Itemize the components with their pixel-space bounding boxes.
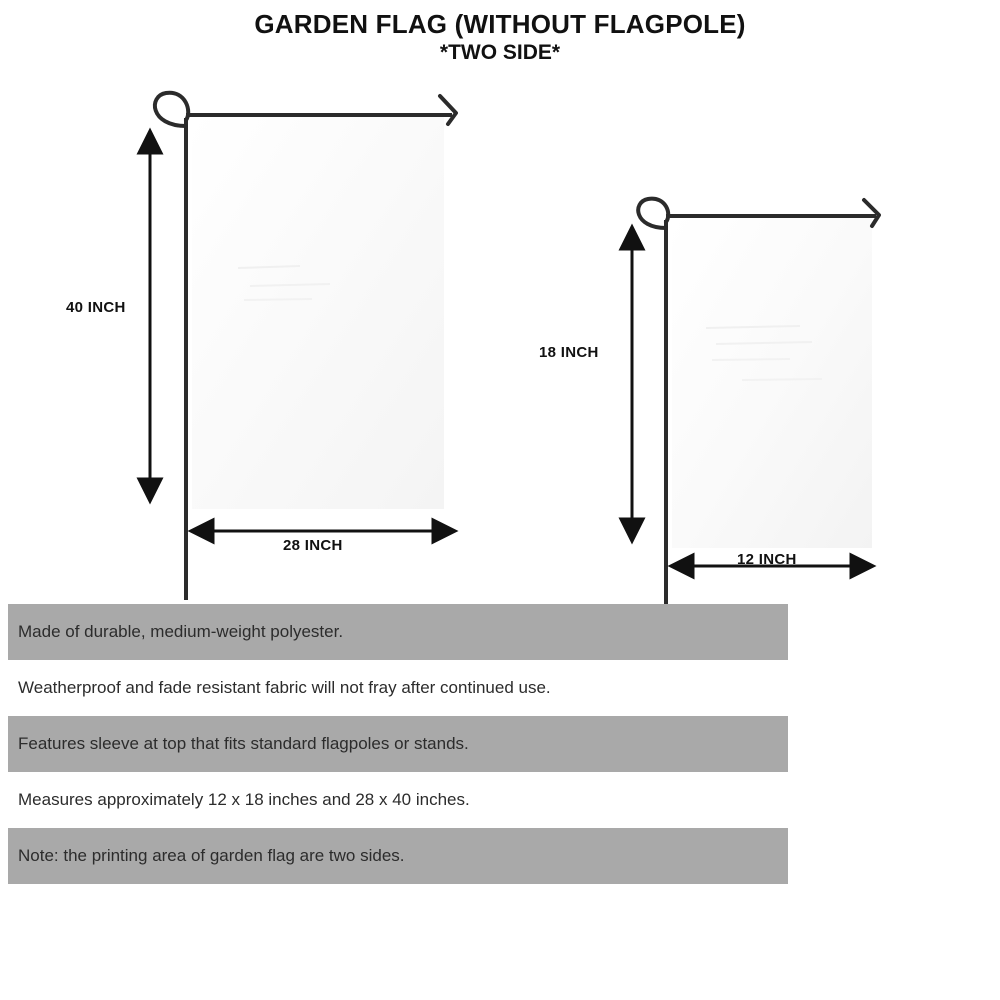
title-line-secondary: *TWO SIDE* bbox=[439, 41, 561, 64]
large-flag-hook bbox=[155, 93, 188, 126]
feature-text: Features sleeve at top that fits standard flagpoles or stands. bbox=[18, 734, 469, 753]
small-flag-fabric bbox=[672, 218, 872, 548]
title-line-primary: GARDEN FLAG (WITHOUT FLAGPOLE) bbox=[254, 9, 746, 39]
list-item bbox=[8, 604, 788, 660]
list-item bbox=[8, 772, 788, 828]
list-item bbox=[8, 660, 788, 716]
large-flag-fabric bbox=[192, 117, 444, 509]
large-flag-group bbox=[150, 93, 456, 600]
large-flag-height-label: 40 INCH bbox=[66, 299, 126, 316]
small-flag-group bbox=[632, 199, 879, 608]
feature-text: Measures approximately 12 x 18 inches and 28 x 40 inches. bbox=[18, 790, 470, 809]
large-flag-width-label: 28 INCH bbox=[283, 537, 343, 554]
list-item bbox=[8, 716, 788, 772]
list-item bbox=[8, 828, 788, 884]
feature-text: Weatherproof and fade resistant fabric will not fray after continued use. bbox=[18, 678, 551, 697]
small-flag-height-label: 18 INCH bbox=[539, 344, 599, 361]
feature-list bbox=[8, 604, 788, 884]
small-flag-hook bbox=[638, 199, 668, 228]
feature-text: Note: the printing area of garden flag are two sides. bbox=[18, 846, 405, 865]
small-flag-width-label: 12 INCH bbox=[737, 551, 797, 568]
feature-text: Made of durable, medium-weight polyester. bbox=[18, 622, 344, 641]
